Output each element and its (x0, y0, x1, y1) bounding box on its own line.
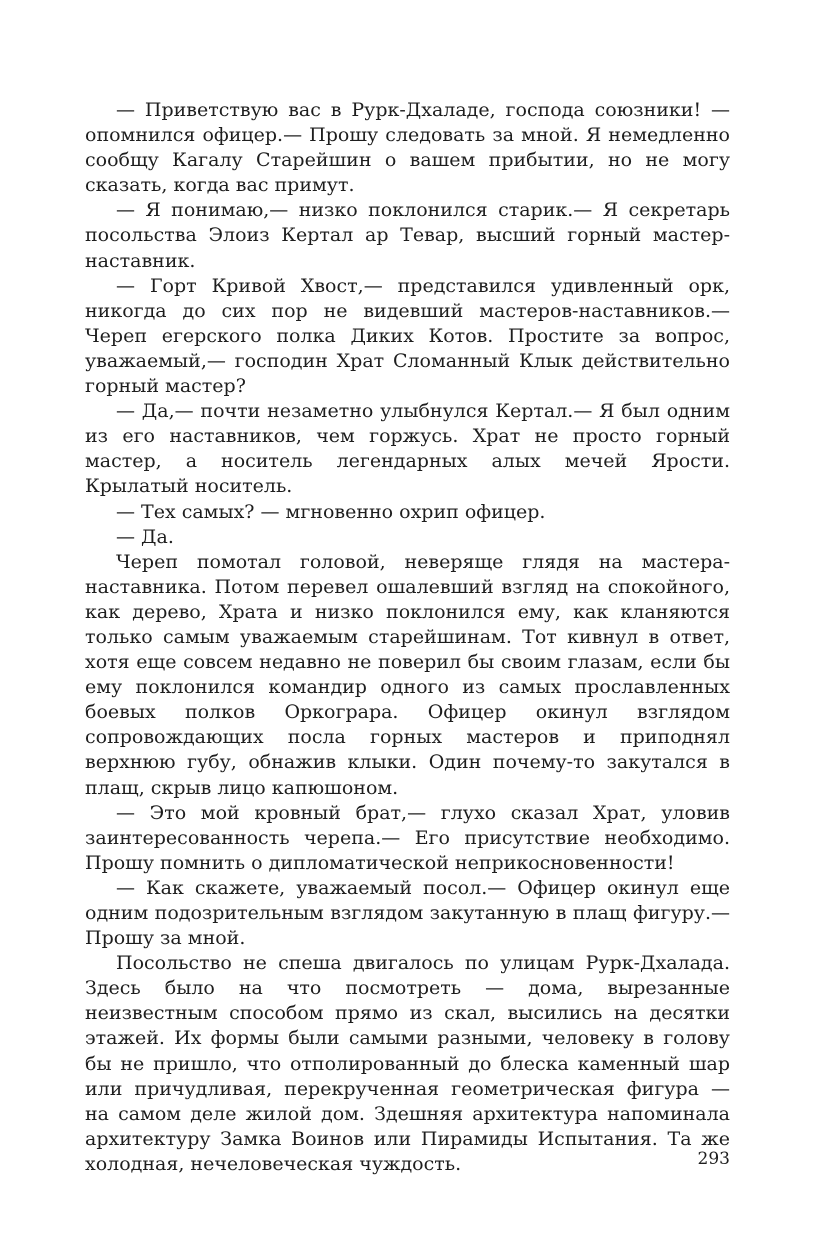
paragraph-9: — Как скажете, уважаемый посол.— Офицер окинул еще одним подозрительным взглядом закутанную в плащ фигуру.— Прошу за мной. (85, 876, 730, 950)
paragraph-5: — Тех самых? — мгновенно охрип офицер. (116, 500, 546, 523)
paragraph-6: — Да. (116, 525, 174, 548)
paragraph-7: Череп помотал головой, неверяще глядя на мастера-наставника. Потом перевел ошалевший взгляд на спокойного, как дерево, Храта и низко поклонился ему, как кланяются только самым уважаемым старейшинам. Тот кивнул в ответ, хотя еще совсем недавно не поверил бы своим глазам, если бы ему поклонился командир одного из самых прославленных боевых полков Оркограра. Офицер окинул взглядом сопровождающих посла горных мастеров и приподнял верхнюю губу, обнажив клыки. Один почему-то закутался в плащ, скрыв лицо капюшоном. (85, 550, 730, 799)
body-text (85, 98, 730, 1177)
paragraph-4: — Да,— почти незаметно улыбнулся Кертал.— Я был одним из его наставников, чем горжусь. Храт не просто горный мастер, а носитель легендарных алых мечей Ярости. Крылатый носитель. (85, 400, 730, 498)
paragraph-10: Посольство не спеша двигалось по улицам Рурк-Дхалада. Здесь было на что посмотреть — дома, вырезанные неизвестным способом прямо из скал, высились на десятки этажей. Их формы были самыми разными, человеку в голову бы не пришло, что отполированный до блеска каменный шар или причудливая, перекрученная геометрическая фигура — на самом деле жилой дом. Здешняя архитектура напоминала архитектуру Замка Воинов или Пирамиды Испытания. Та же холодная, нечеловеческая чуждость. (85, 952, 730, 1175)
paragraph-8: — Это мой кровный брат,— глухо сказал Храт, уловив заинтересованность черепа.— Его присутствие необходимо. Прошу помнить о дипломатической неприкосновенности! (85, 801, 730, 874)
page-number: 293 (697, 1149, 730, 1169)
paragraph-3: — Горт Кривой Хвост,— представился удивленный орк, никогда до сих пор не видевший мастеров-наставников.— Череп егерского полка Диких Котов. Простите за вопрос, уважаемый,— господин Храт Сломанный Клык действительно горный мастер? (85, 274, 730, 398)
paragraph-1: — Приветствую вас в Рурк-Дхаладе, господа союзники! — опомнился офицер.— Прошу следовать за мной. Я немедленно сообщу Кагалу Старейшин о вашем прибытии, но не могу сказать, когда вас примут. (85, 99, 730, 197)
paragraph-2: — Я понимаю,— низко поклонился старик.— Я секретарь посольства Элоиз Кертал ар Тевар, высший горный мастер-наставник. (85, 199, 730, 272)
